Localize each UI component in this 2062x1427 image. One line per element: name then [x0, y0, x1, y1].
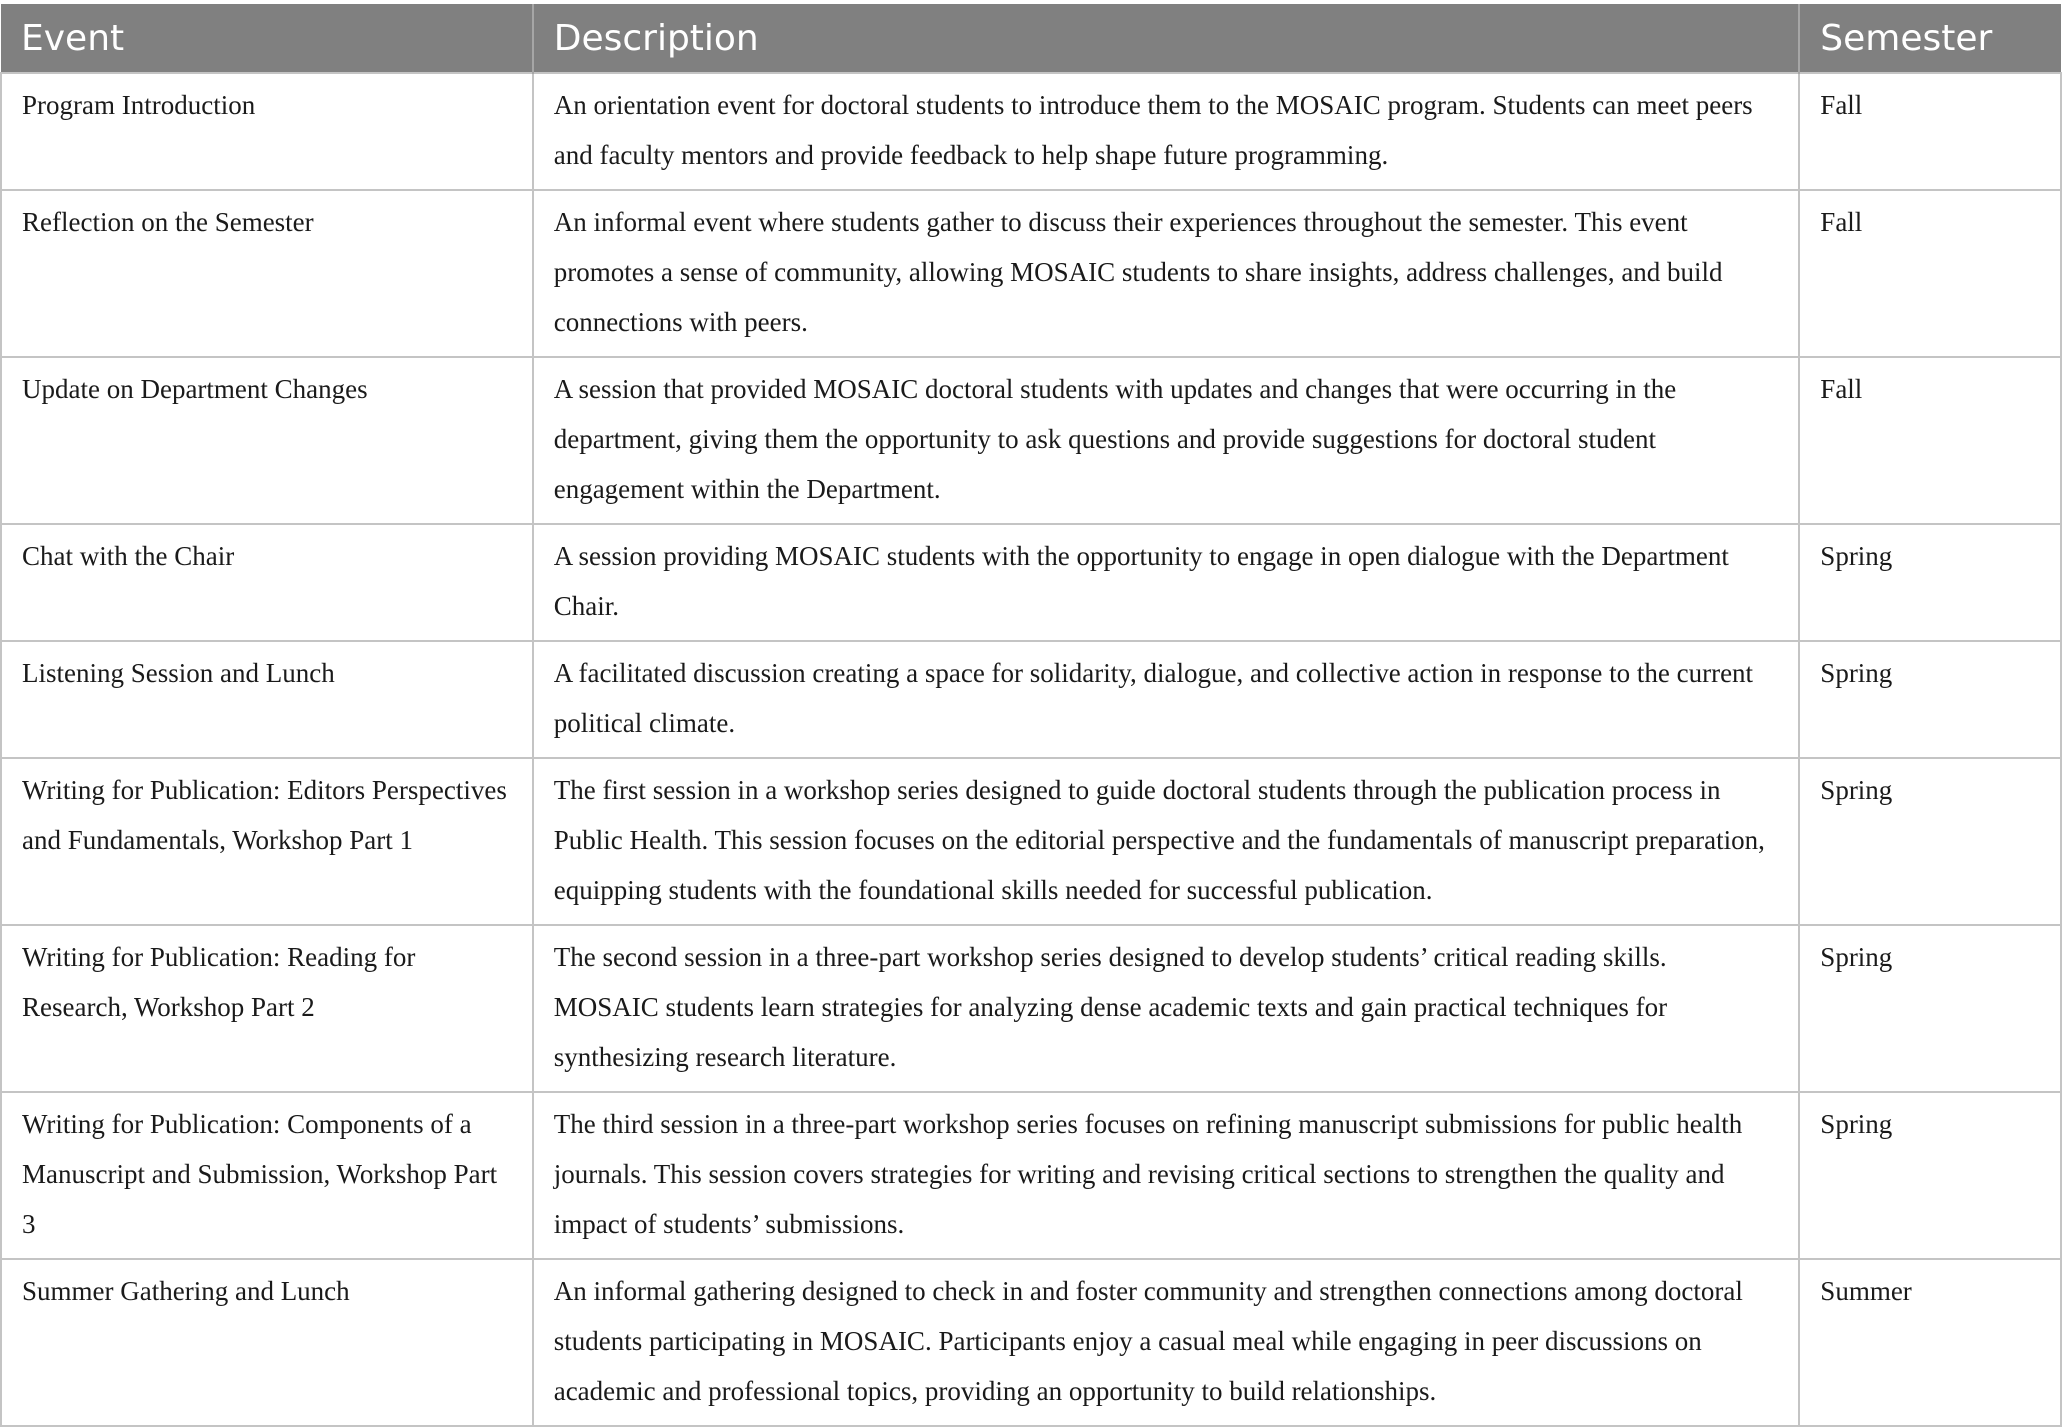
- event-cell: Writing for Publication: Editors Perspectives and Fundamentals, Workshop Part 1: [1, 758, 533, 925]
- semester-cell: Spring: [1799, 1092, 2061, 1259]
- description-cell: A session that provided MOSAIC doctoral students with updates and changes that were occurring in the department, giving them the opportunity to ask questions and provide suggestions for doctoral student engagement within the Department.: [533, 357, 1800, 524]
- semester-cell: Spring: [1799, 524, 2061, 641]
- description-cell: The first session in a workshop series designed to guide doctoral students through the publication process in Public Health. This session focuses on the editorial perspective and the fundamentals of manuscript preparation, equipping students with the foundational skills needed for successful publication.: [533, 758, 1800, 925]
- description-cell: The second session in a three-part workshop series designed to develop students’ critical reading skills. MOSAIC students learn strategies for analyzing dense academic texts and gain practical techniques for synthesizing research literature.: [533, 925, 1800, 1092]
- semester-cell: Fall: [1799, 73, 2061, 190]
- header-row: [1, 4, 2061, 73]
- event-cell: Reflection on the Semester: [1, 190, 533, 357]
- semester-cell: Fall: [1799, 190, 2061, 357]
- description-cell: The third session in a three-part workshop series focuses on refining manuscript submissions for public health journals. This session covers strategies for writing and revising critical sections to strengthen the quality and impact of students’ submissions.: [533, 1092, 1800, 1259]
- header-event: Event: [1, 4, 533, 73]
- events-table: [0, 4, 2062, 1427]
- table-row: [1, 524, 2061, 641]
- table-row: [1, 925, 2061, 1092]
- semester-cell: Spring: [1799, 641, 2061, 758]
- table-row: [1, 1092, 2061, 1259]
- table-header: [1, 4, 2061, 73]
- description-cell: A session providing MOSAIC students with the opportunity to engage in open dialogue with the Department Chair.: [533, 524, 1800, 641]
- semester-cell: Spring: [1799, 758, 2061, 925]
- table-row: [1, 73, 2061, 190]
- event-cell: Program Introduction: [1, 73, 533, 190]
- table-row: [1, 641, 2061, 758]
- event-cell: Listening Session and Lunch: [1, 641, 533, 758]
- event-cell: Chat with the Chair: [1, 524, 533, 641]
- table-row: [1, 357, 2061, 524]
- description-cell: An orientation event for doctoral students to introduce them to the MOSAIC program. Students can meet peers and faculty mentors and provide feedback to help shape future programming.: [533, 73, 1800, 190]
- semester-cell: Spring: [1799, 925, 2061, 1092]
- table-row: [1, 1259, 2061, 1426]
- event-cell: Writing for Publication: Components of a Manuscript and Submission, Workshop Part 3: [1, 1092, 533, 1259]
- header-semester: Semester: [1799, 4, 2061, 73]
- table-body: [1, 73, 2061, 1426]
- event-cell: Writing for Publication: Reading for Research, Workshop Part 2: [1, 925, 533, 1092]
- semester-cell: Fall: [1799, 357, 2061, 524]
- table-row: [1, 758, 2061, 925]
- event-cell: Update on Department Changes: [1, 357, 533, 524]
- event-cell: Summer Gathering and Lunch: [1, 1259, 533, 1426]
- description-cell: An informal event where students gather to discuss their experiences throughout the semester. This event promotes a sense of community, allowing MOSAIC students to share insights, address challenges, and build connections with peers.: [533, 190, 1800, 357]
- table-row: [1, 190, 2061, 357]
- description-cell: An informal gathering designed to check in and foster community and strengthen connections among doctoral students participating in MOSAIC. Participants enjoy a casual meal while engaging in peer discussions on academic and professional topics, providing an opportunity to build relationships.: [533, 1259, 1800, 1426]
- header-description: Description: [533, 4, 1800, 73]
- description-cell: A facilitated discussion creating a space for solidarity, dialogue, and collective action in response to the current political climate.: [533, 641, 1800, 758]
- semester-cell: Summer: [1799, 1259, 2061, 1426]
